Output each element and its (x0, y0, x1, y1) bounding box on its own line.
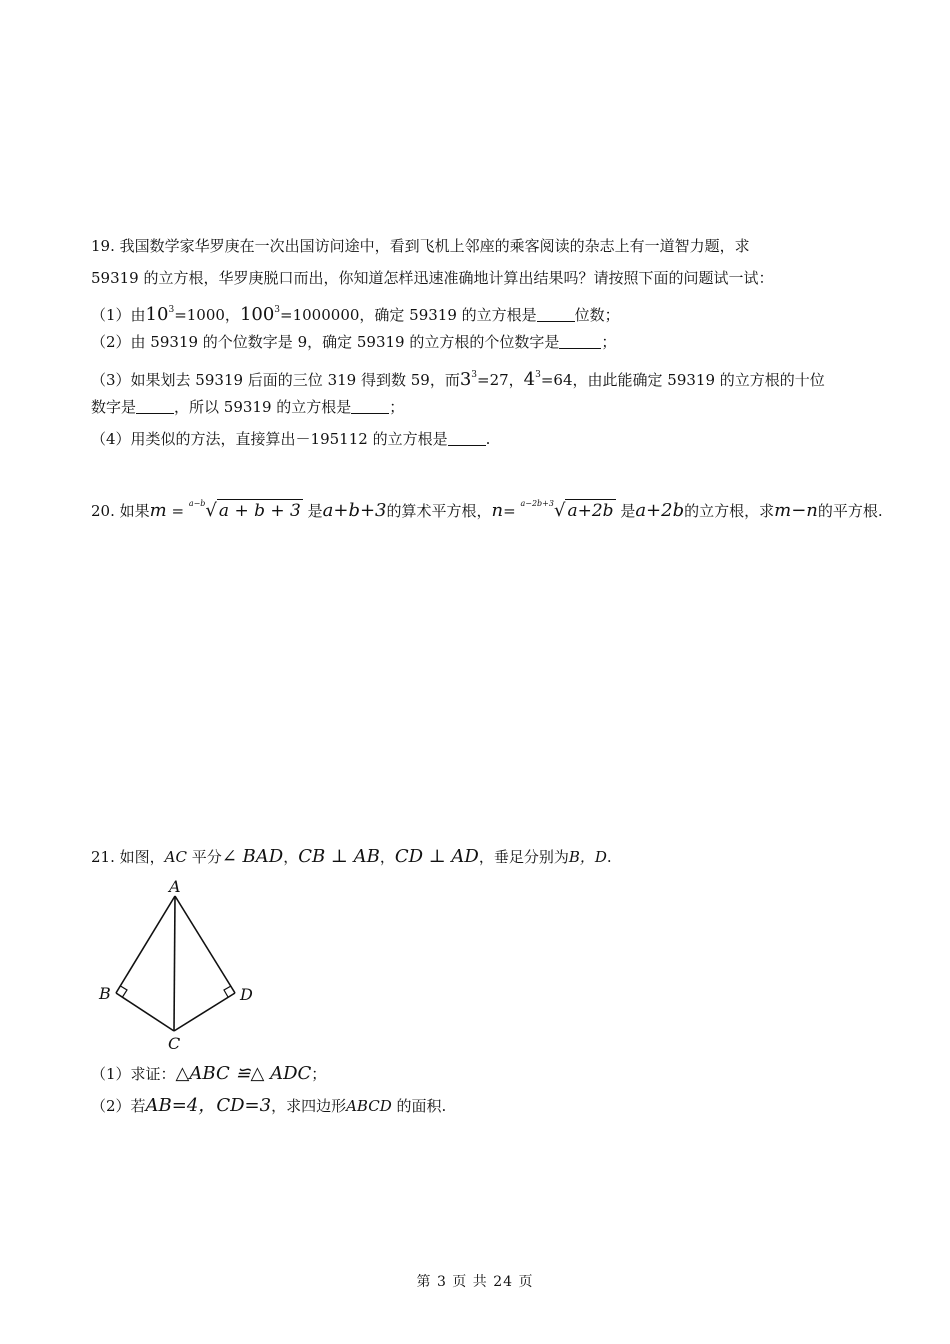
answer-blank[interactable] (136, 398, 174, 414)
q19-part3-line2: 数字是 ，所以 59319 的立方根是 ； (91, 398, 405, 416)
segment-bc (116, 993, 174, 1031)
q20-stem: 20. 如果m = $^{a-b}$√ a + b + 3 是a+b+3的算术平方根，n= $^{a-2b+3}$√ a+2b 是a+2b的立方根，求m−n的平方根. (91, 493, 883, 522)
answer-blank[interactable] (448, 430, 486, 446)
segment-ad (175, 896, 235, 993)
answer-blank[interactable] (351, 398, 389, 414)
segment-ac (174, 896, 175, 1031)
q21-part1: （1）求证：△ABC ≌△ ADC； (91, 1063, 327, 1084)
right-angle-mark-b (121, 986, 128, 997)
label-c: C (168, 1034, 181, 1053)
segment-dc (174, 993, 235, 1031)
label-b: B (99, 984, 111, 1003)
geometry-figure (94, 876, 274, 1056)
q19-intro-line2: 59319 的立方根，华罗庚脱口而出，你知道怎样迅速准确地计算出结果吗？请按照下面的问题试一试： (91, 269, 774, 287)
q19-part3-line1: （3）如果划去 59319 后面的三位 319 得到数 59，而$3^3=27$，$4^3=64$，由此能确定 59319 的立方根的十位 (91, 369, 825, 390)
label-a: A (169, 877, 181, 896)
q19-part1: （1）由$10^3=1000$，$100^3=1000000$，确定 59319 的立方根是 位数； (91, 304, 620, 325)
label-d: D (240, 985, 253, 1004)
answer-blank[interactable] (537, 306, 575, 322)
radical-m: $^{a-b}$√ a + b + 3 (188, 499, 301, 521)
radical-n: $^{a-2b+3}$√ a+2b (520, 499, 614, 521)
q19-part2: （2）由 59319 的个位数字是 9，确定 59319 的立方根的个位数字是 ； (91, 333, 617, 351)
q21-part2: （2）若AB=4，CD=3，求四边形ABCD 的面积. (91, 1095, 447, 1116)
q19-part4: （4）用类似的方法，直接算出－195112 的立方根是 . (91, 430, 491, 448)
q19-intro-line1: 19. 我国数学家华罗庚在一次出国访问途中，看到飞机上邻座的乘客阅读的杂志上有一道智力题，求 (91, 237, 750, 255)
q21-stem: 21. 如图，AC 平分∠ BAD，CB ⊥ AB，CD ⊥ AD，垂足分别为B，D. (91, 846, 612, 867)
segment-ab (116, 896, 175, 993)
page-footer: 第 3 页 共 24 页 (416, 1274, 534, 1290)
answer-blank[interactable] (559, 333, 601, 349)
